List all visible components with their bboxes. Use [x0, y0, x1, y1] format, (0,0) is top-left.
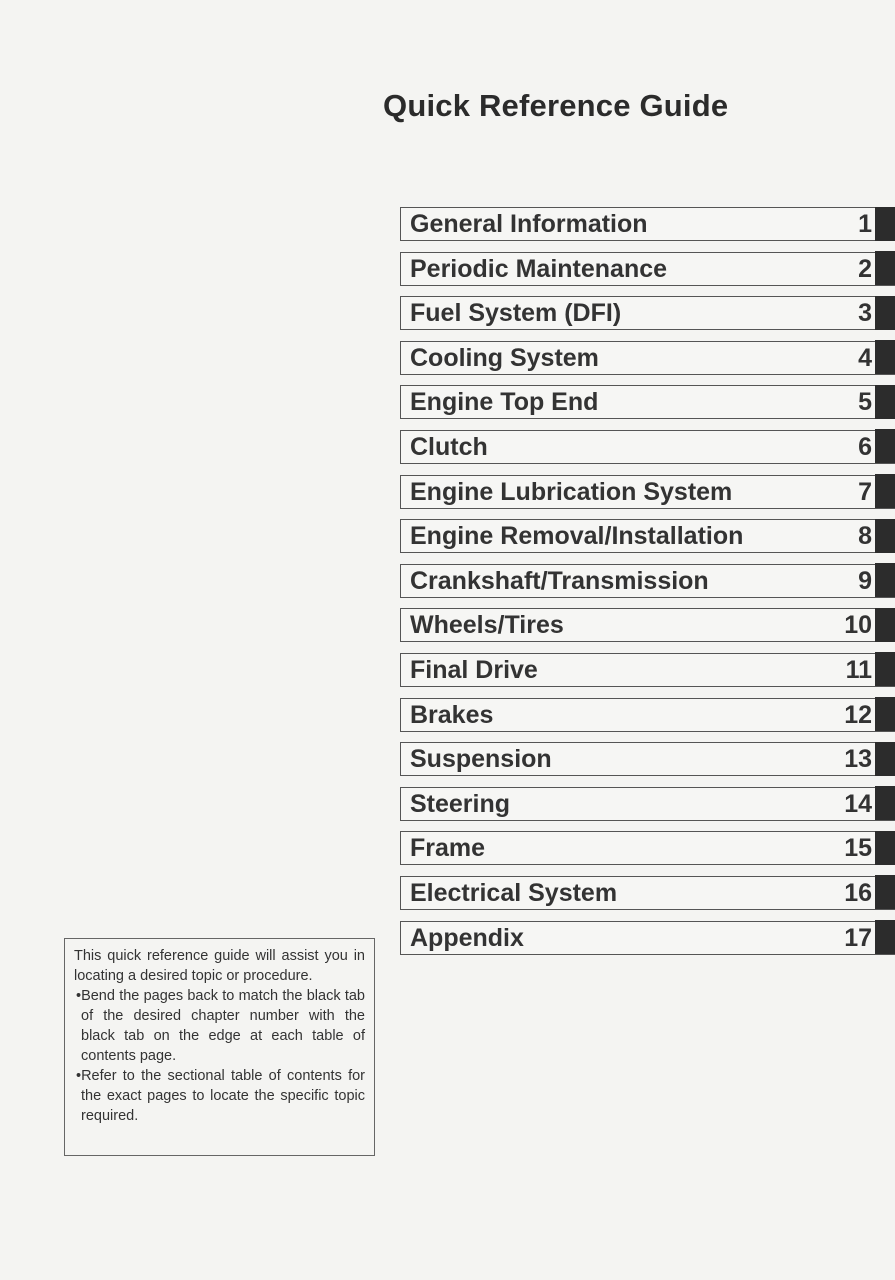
chapter-number: 1 — [858, 210, 872, 238]
chapter-number: 13 — [844, 745, 872, 774]
chapter-number: 2 — [858, 254, 872, 283]
note-intro-text: This quick reference guide will assist you in locating a desired topic or procedure. — [74, 948, 365, 984]
chapter-number: 6 — [858, 432, 872, 461]
chapter-black-tab — [875, 385, 895, 419]
chapter-row-general-information[interactable] — [400, 207, 895, 241]
chapter-label: Suspension — [410, 745, 552, 774]
chapter-row-frame[interactable] — [400, 831, 895, 865]
chapter-number: 11 — [845, 655, 872, 684]
chapter-number: 3 — [858, 299, 872, 328]
chapter-row-steering[interactable] — [400, 787, 895, 821]
chapter-black-tab — [875, 652, 895, 686]
chapter-number: 17 — [844, 923, 872, 952]
chapter-black-tab — [875, 786, 895, 820]
chapter-black-tab — [875, 474, 895, 508]
chapter-label: Crankshaft/Transmission — [410, 566, 709, 595]
chapter-number: 9 — [858, 566, 872, 595]
note-bullet-sectional-contents: •Refer to the sectional table of contents for the exact pages to locate the specific topic required. — [76, 1068, 365, 1124]
chapter-number: 8 — [858, 522, 872, 551]
chapter-label: Engine Top End — [410, 388, 599, 417]
chapter-black-tab — [875, 340, 895, 374]
chapter-black-tab — [875, 207, 895, 241]
chapter-label: Wheels/Tires — [410, 611, 564, 640]
note-bullet-bend-pages: •Bend the pages back to match the black tab of the desired chapter number with the black tab on the edge at each table of contents page. — [76, 988, 365, 1064]
chapter-number: 4 — [858, 343, 872, 372]
chapter-black-tab — [875, 519, 895, 553]
chapter-row-crankshaft-transmission[interactable] — [400, 564, 895, 598]
chapter-row-appendix[interactable] — [400, 921, 895, 955]
chapter-row-final-drive[interactable] — [400, 653, 895, 687]
chapter-black-tab — [875, 251, 895, 285]
chapter-label: Engine Lubrication System — [410, 477, 733, 506]
chapter-black-tab — [875, 429, 895, 463]
chapter-row-engine-removal-installation[interactable] — [400, 519, 895, 553]
chapter-label: Fuel System (DFI) — [410, 299, 622, 328]
chapter-number: 5 — [858, 388, 872, 417]
chapter-black-tab — [875, 563, 895, 597]
chapter-row-engine-top-end[interactable] — [400, 385, 895, 419]
chapter-black-tab — [875, 742, 895, 776]
chapter-black-tab — [875, 920, 895, 954]
chapter-number: 12 — [844, 700, 872, 729]
chapter-label: Engine Removal/Installation — [410, 522, 744, 551]
chapter-row-brakes[interactable] — [400, 698, 895, 732]
chapter-label: Appendix — [410, 923, 524, 952]
chapter-row-suspension[interactable] — [400, 742, 895, 776]
chapter-black-tab — [875, 697, 895, 731]
page-title: Quick Reference Guide — [383, 88, 729, 123]
chapter-label: Electrical System — [410, 878, 618, 907]
chapter-row-engine-lubrication-system[interactable] — [400, 475, 895, 509]
chapter-label: Final Drive — [410, 655, 538, 684]
chapter-label: Steering — [410, 789, 511, 818]
chapter-number: 14 — [844, 789, 872, 818]
chapter-row-fuel-system[interactable] — [400, 296, 895, 330]
chapter-label: Clutch — [410, 432, 488, 461]
instructions-note-box — [64, 938, 375, 1156]
chapter-black-tab — [875, 608, 895, 642]
chapter-label: Frame — [410, 834, 486, 863]
chapter-black-tab — [875, 875, 895, 909]
chapter-number: 7 — [858, 477, 872, 506]
chapter-number: 15 — [844, 834, 872, 863]
chapter-row-electrical-system[interactable] — [400, 876, 895, 910]
chapter-list — [400, 207, 895, 965]
chapter-row-cooling-system[interactable] — [400, 341, 895, 375]
chapter-row-periodic-maintenance[interactable] — [400, 252, 895, 286]
chapter-number: 10 — [844, 611, 872, 640]
chapter-label: Cooling System — [410, 343, 599, 372]
chapter-black-tab — [875, 296, 895, 330]
chapter-label: General Information — [410, 210, 648, 238]
chapter-row-wheels-tires[interactable] — [400, 608, 895, 642]
chapter-label: Brakes — [410, 700, 494, 729]
chapter-row-clutch[interactable] — [400, 430, 895, 464]
chapter-label: Periodic Maintenance — [410, 254, 668, 283]
chapter-number: 16 — [844, 878, 872, 907]
chapter-black-tab — [875, 831, 895, 865]
